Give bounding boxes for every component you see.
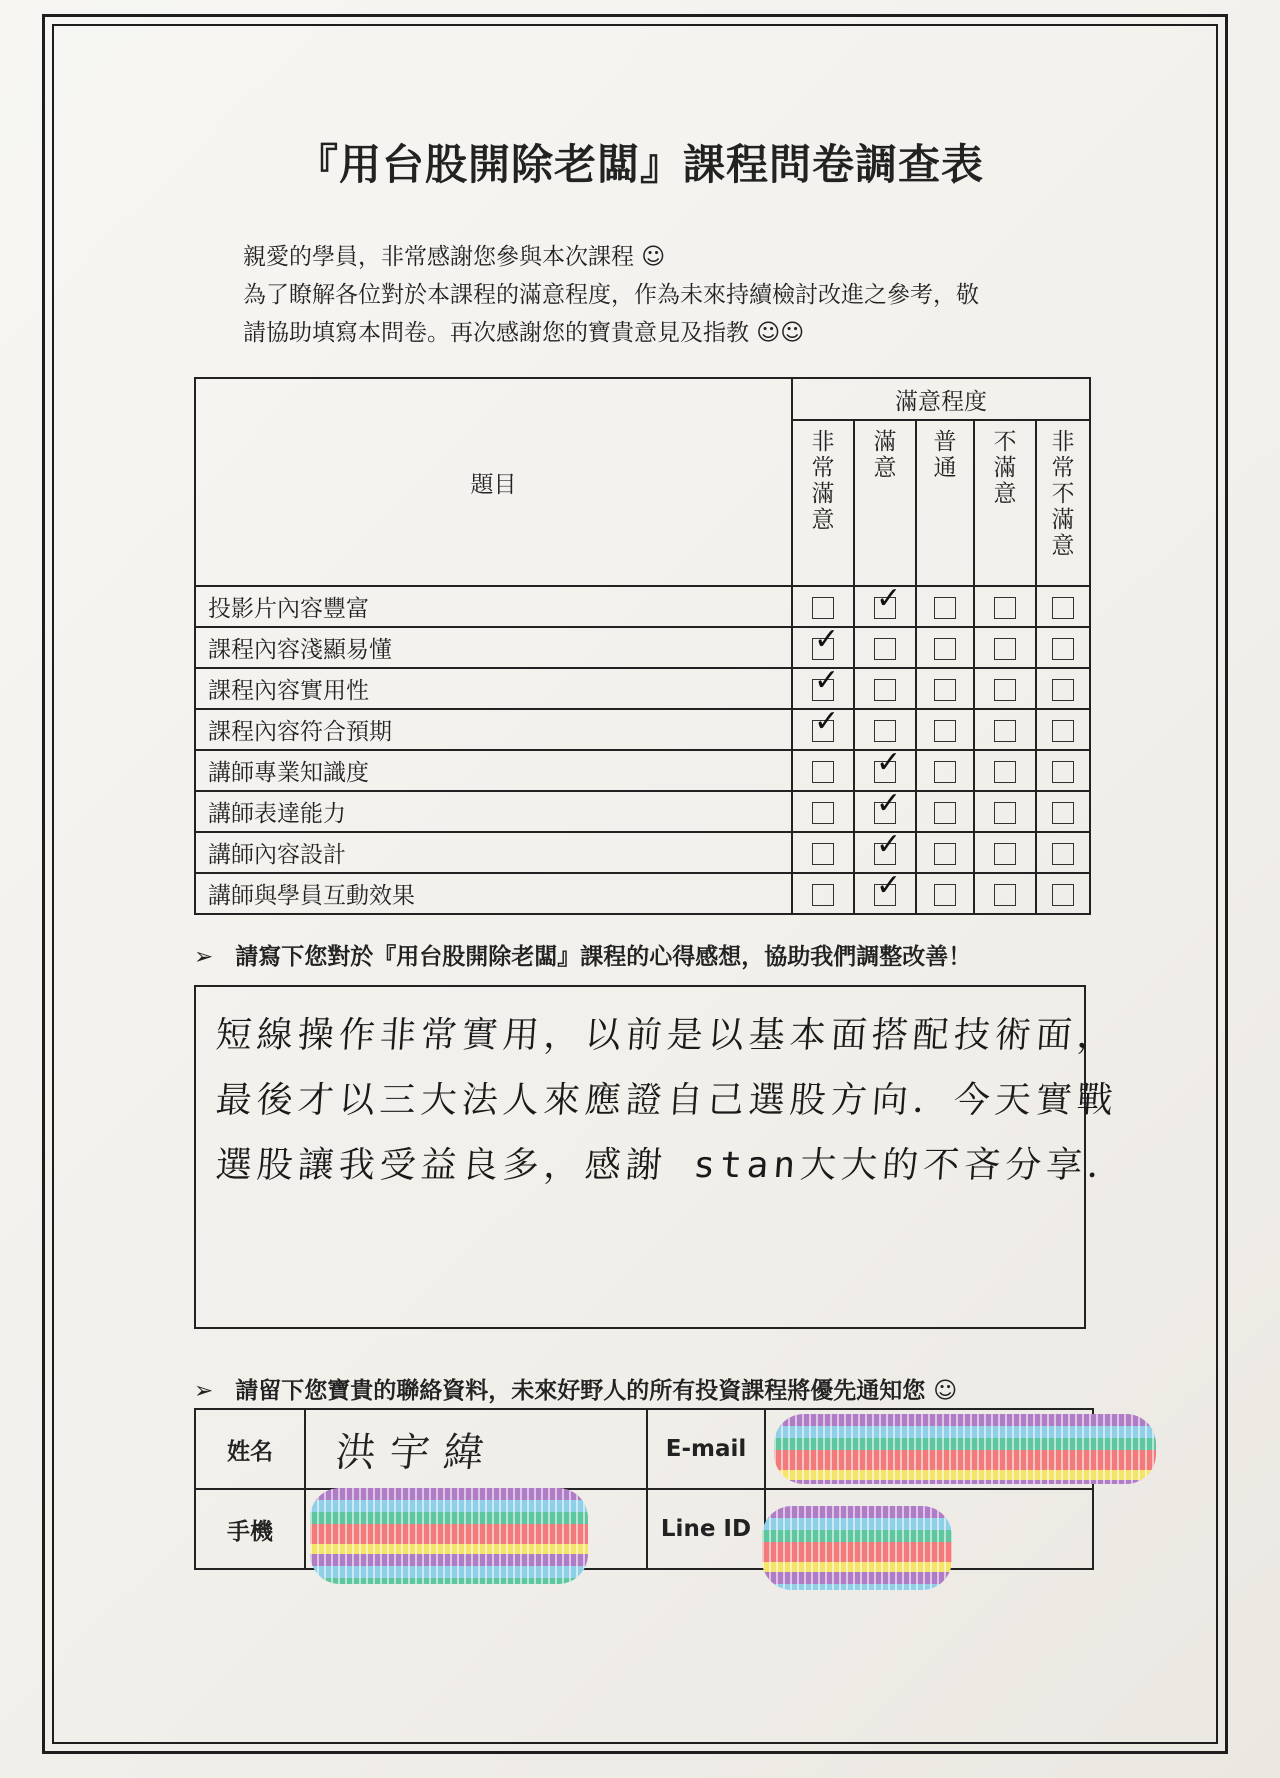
rating-cell: [1036, 750, 1090, 791]
rating-cell: [854, 627, 916, 668]
rating-cell: [854, 867, 916, 914]
level-label: 非常不滿意: [1051, 429, 1075, 559]
question-label: 課程內容實用性: [195, 668, 792, 709]
check-mark-icon: ✓: [876, 826, 902, 862]
intro-line: 為了瞭解各位對於本課程的滿意程度，作為未來持續檢討改進之參考，敬: [243, 282, 979, 308]
handwritten-line: 最後才以三大法人來應證自己選股方向．今天實戰: [214, 1080, 1120, 1121]
rating-cell: [792, 791, 854, 832]
rating-cell: [792, 750, 854, 791]
rating-row: [195, 750, 1090, 791]
rating-row: [195, 586, 1090, 627]
rating-cell: [916, 668, 974, 709]
rating-cell: [1036, 627, 1090, 668]
rating-row: [195, 709, 1090, 750]
rating-cell: [792, 662, 854, 709]
contact-prompt: [194, 1372, 957, 1405]
check-mark-icon: ✓: [814, 662, 840, 698]
rating-cell: [854, 668, 916, 709]
rating-checkbox[interactable]: [812, 884, 834, 906]
rating-checkbox[interactable]: [934, 802, 956, 824]
question-label: 課程內容淺顯易懂: [195, 627, 792, 668]
rating-checkbox[interactable]: [1052, 720, 1074, 742]
rating-checkbox[interactable]: [994, 679, 1016, 701]
rating-checkbox[interactable]: [994, 761, 1016, 783]
rating-checkbox[interactable]: [812, 597, 834, 619]
rating-cell: [1036, 586, 1090, 627]
rating-table: [194, 377, 1091, 915]
check-mark-icon: ✓: [876, 744, 902, 780]
rating-checkbox[interactable]: [812, 802, 834, 824]
arrow-icon: ➢: [194, 1378, 214, 1404]
rating-cell: [916, 627, 974, 668]
check-mark-icon: ✓: [876, 580, 902, 616]
rating-cell: [916, 709, 974, 750]
rating-cell: [916, 832, 974, 873]
rating-cell: [916, 873, 974, 914]
rating-checkbox[interactable]: [874, 720, 896, 742]
rating-checkbox[interactable]: [1052, 802, 1074, 824]
level-label: 非常滿意: [811, 429, 835, 533]
rating-checkbox[interactable]: [874, 580, 902, 619]
rating-checkbox[interactable]: [994, 884, 1016, 906]
name-value: 洪宇緯: [333, 1429, 501, 1476]
level-label: 不滿意: [993, 429, 1017, 507]
rating-checkbox[interactable]: [994, 597, 1016, 619]
rating-row: [195, 832, 1090, 873]
line-id-label: Line ID: [647, 1489, 765, 1569]
intro-line: 親愛的學員，非常感謝您參與本次課程 ☺: [243, 244, 666, 270]
rating-cell: [916, 750, 974, 791]
level-header: [1036, 420, 1090, 586]
rating-checkbox[interactable]: [874, 679, 896, 701]
rating-checkbox[interactable]: [1052, 884, 1074, 906]
level-header: [854, 420, 916, 586]
rating-cell: [974, 750, 1036, 791]
rating-checkbox[interactable]: [874, 867, 902, 906]
rating-cell: [974, 586, 1036, 627]
rating-checkbox[interactable]: [812, 761, 834, 783]
rating-cell: [974, 791, 1036, 832]
feedback-prompt-text: 請寫下您對於『用台股開除老闆』課程的心得感想，協助我們調整改善！: [235, 944, 972, 970]
rating-cell: [792, 873, 854, 914]
handwritten-line: 短線操作非常實用，以前是以基本面搭配技術面，: [214, 1015, 1120, 1056]
rating-checkbox[interactable]: [934, 638, 956, 660]
rating-row: [195, 668, 1090, 709]
rating-checkbox[interactable]: [934, 843, 956, 865]
phone-label: 手機: [195, 1489, 305, 1569]
rating-cell: [1036, 668, 1090, 709]
name-label: 姓名: [195, 1409, 305, 1489]
rating-cell: [974, 832, 1036, 873]
intro-line: 請協助填寫本問卷。再次感謝您的寶貴意見及指教 ☺☺: [243, 320, 805, 346]
rating-checkbox[interactable]: [874, 785, 902, 824]
rating-checkbox[interactable]: [994, 843, 1016, 865]
check-mark-icon: ✓: [814, 703, 840, 739]
question-label: 課程內容符合預期: [195, 709, 792, 750]
arrow-icon: ➢: [194, 944, 214, 970]
rating-cell: [916, 791, 974, 832]
question-label: 投影片內容豐富: [195, 586, 792, 627]
question-label: 講師專業知識度: [195, 750, 792, 791]
check-mark-icon: ✓: [814, 621, 840, 657]
rating-cell: [974, 627, 1036, 668]
level-header: [974, 420, 1036, 586]
check-mark-icon: ✓: [876, 867, 902, 903]
question-header: 題目: [195, 378, 792, 586]
question-label: 講師內容設計: [195, 832, 792, 873]
rating-cell: [792, 621, 854, 668]
rating-checkbox[interactable]: [1052, 638, 1074, 660]
feedback-prompt: [194, 938, 971, 971]
line-id-redaction: [762, 1506, 952, 1590]
name-field[interactable]: [305, 1409, 647, 1489]
contact-prompt-text: 請留下您寶貴的聯絡資料，未來好野人的所有投資課程將優先通知您 ☺: [235, 1378, 958, 1404]
rating-checkbox[interactable]: [994, 802, 1016, 824]
rating-checkbox[interactable]: [874, 744, 902, 783]
rating-cell: [974, 668, 1036, 709]
rating-checkbox[interactable]: [874, 826, 902, 865]
rating-cell: [974, 709, 1036, 750]
rating-checkbox[interactable]: [1052, 679, 1074, 701]
intro-text: [243, 238, 1103, 352]
question-label: 講師表達能力: [195, 791, 792, 832]
rating-checkbox[interactable]: [812, 662, 840, 701]
rating-checkbox[interactable]: [1052, 761, 1074, 783]
rating-checkbox[interactable]: [934, 720, 956, 742]
check-mark-icon: ✓: [876, 785, 902, 821]
satisfaction-header: 滿意程度: [792, 378, 1090, 420]
rating-row: [195, 627, 1090, 668]
rating-cell: [1036, 709, 1090, 750]
rating-cell: [854, 580, 916, 627]
rating-cell: [1036, 791, 1090, 832]
handwritten-line: 選股讓我受益良多，感謝 stan大大的不吝分享．: [214, 1145, 1130, 1186]
rating-checkbox[interactable]: [994, 638, 1016, 660]
email-label: E-mail: [647, 1409, 765, 1489]
survey-title: 『用台股開除老闆』課程問卷調查表: [295, 140, 984, 189]
rating-row: [195, 873, 1090, 914]
email-redaction: [774, 1414, 1156, 1484]
rating-checkbox[interactable]: [874, 638, 896, 660]
rating-cell: [792, 832, 854, 873]
rating-cell: [854, 744, 916, 791]
rating-cell: [1036, 873, 1090, 914]
rating-checkbox[interactable]: [1052, 843, 1074, 865]
rating-cell: [792, 586, 854, 627]
rating-checkbox[interactable]: [934, 679, 956, 701]
rating-cell: [916, 586, 974, 627]
rating-checkbox[interactable]: [812, 621, 840, 660]
level-header: [792, 420, 854, 586]
rating-cell: [854, 709, 916, 750]
level-label: 滿意: [873, 429, 897, 481]
rating-cell: [974, 873, 1036, 914]
rating-checkbox[interactable]: [994, 720, 1016, 742]
rating-cell: [854, 826, 916, 873]
feedback-textarea[interactable]: [194, 985, 1130, 1329]
level-label: 普通: [933, 429, 957, 481]
level-header: [916, 420, 974, 586]
rating-checkbox[interactable]: [934, 761, 956, 783]
rating-row: [195, 791, 1090, 832]
rating-cell: [1036, 832, 1090, 873]
rating-checkbox[interactable]: [812, 703, 840, 742]
rating-cell: [854, 785, 916, 832]
rating-cell: [792, 703, 854, 750]
rating-checkbox[interactable]: [1052, 597, 1074, 619]
question-label: 講師與學員互動效果: [195, 873, 792, 914]
rating-checkbox[interactable]: [812, 843, 834, 865]
rating-checkbox[interactable]: [934, 597, 956, 619]
phone-redaction: [310, 1488, 588, 1584]
rating-checkbox[interactable]: [934, 884, 956, 906]
